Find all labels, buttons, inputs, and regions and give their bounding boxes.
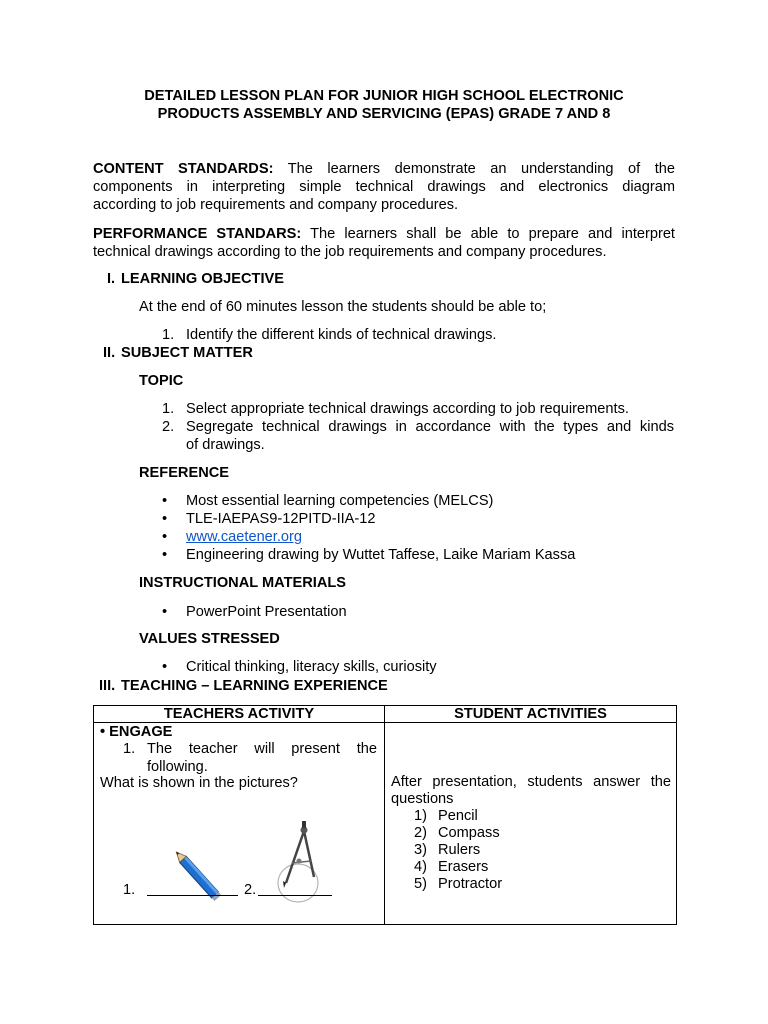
student-activities-cell [385, 723, 677, 925]
section-3-numeral: III. [99, 678, 116, 694]
teachers-activity-cell [94, 723, 385, 925]
section-1-heading: LEARNING OBJECTIVE [121, 271, 284, 287]
engage-item [100, 723, 172, 741]
blank-2-number: 2. [244, 882, 257, 898]
document-title-line-2: PRODUCTS ASSEMBLY AND SERVICING (EPAS) GRADE 7 AND 8 [157, 106, 611, 122]
content-standards [93, 160, 675, 214]
content-standards-text-3: according to job requirements and company procedures. [93, 197, 459, 213]
value-item: • Critical thinking, literacy skills, curiosity [186, 658, 437, 676]
topic-item-1-text: Select appropriate technical drawings according to job requirements. [186, 401, 629, 417]
topic-item-2-number: 2. [162, 419, 175, 435]
section-3-heading: TEACHING – LEARNING EXPERIENCE [121, 678, 388, 694]
teacher-item-text [147, 740, 377, 776]
answer-text: Compass [438, 825, 500, 841]
objective-intro: At the end of 60 minutes lesson the students should be able to; [139, 299, 547, 315]
reference-link[interactable]: www.caetener.org [186, 529, 303, 545]
engage-bullet: • [100, 724, 106, 740]
teacher-item-line-2: following. [147, 759, 208, 775]
section-1-numeral: I. [107, 271, 116, 287]
answer-text: Rulers [438, 842, 481, 858]
section-2-numeral: II. [103, 345, 116, 361]
engage-label: ENGAGE [109, 724, 173, 740]
blank-1-line[interactable] [147, 881, 238, 896]
performance-standards-text-2: technical drawings according to the job requirements and company procedures. [93, 244, 607, 260]
reference-heading: REFERENCE [139, 465, 230, 481]
blank-2-line[interactable] [258, 881, 332, 896]
answer-number: 2) [414, 825, 427, 841]
reference-item: • TLE-IAEPAS9-12PITD-IIA-12 [186, 510, 376, 528]
answer-number: 4) [414, 859, 427, 875]
performance-standards-label: PERFORMANCE STANDARS: [93, 226, 302, 242]
teaching-learning-table [93, 705, 677, 925]
content-standards-text-1: The learners demonstrate an understanding of the [287, 161, 676, 177]
topic-item-2-line-1: Segregate technical drawings in accordance with the types and kinds [186, 419, 674, 435]
question-text: What is shown in the pictures? [100, 775, 298, 791]
answer-text: Protractor [438, 876, 503, 892]
reference-item [186, 528, 302, 546]
instructional-materials-heading: INSTRUCTIONAL MATERIALS [139, 575, 347, 591]
document-title-line-1: DETAILED LESSON PLAN FOR JUNIOR HIGH SCHOOL ELECTRONIC [144, 88, 624, 104]
topic-item-1-number: 1. [162, 401, 175, 417]
content-standards-text-2: components in interpreting simple technical drawings and electronics diagram [93, 179, 675, 195]
student-intro-line-2: questions [391, 791, 454, 807]
topic-heading: TOPIC [139, 373, 184, 389]
answer-text: Erasers [438, 859, 489, 875]
material-item: • PowerPoint Presentation [186, 603, 347, 621]
content-standards-label: CONTENT STANDARDS: [93, 161, 274, 177]
answer-text: Pencil [438, 808, 478, 824]
teacher-item-line-1: The teacher will present the [147, 741, 377, 757]
pencil-image [170, 843, 230, 915]
topic-item-2-line-2: of drawings. [186, 437, 265, 453]
answer-number: 1) [414, 808, 427, 824]
student-intro-line-1: After presentation, students answer the [391, 774, 671, 790]
student-activities-header: STUDENT ACTIVITIES [385, 706, 677, 723]
performance-standards-text-1: The learners shall be able to prepare and interpret [310, 226, 675, 242]
teacher-item-number: 1. [123, 741, 136, 757]
topic-item-2-text [186, 418, 674, 454]
reference-item: • Most essential learning competencies (MELCS) [186, 492, 493, 510]
teachers-activity-header: TEACHERS ACTIVITY [94, 706, 385, 723]
blank-1-number: 1. [123, 882, 136, 898]
reference-item: • Engineering drawing by Wuttet Taffese, Laike Mariam Kassa [186, 546, 575, 564]
objective-item-number: 1. [162, 327, 175, 343]
objective-item-text: Identify the different kinds of technical drawings. [186, 327, 497, 343]
values-stressed-heading: VALUES STRESSED [139, 631, 280, 647]
section-2-heading: SUBJECT MATTER [121, 345, 253, 361]
performance-standards [93, 225, 675, 261]
answer-number: 3) [414, 842, 427, 858]
answer-number: 5) [414, 876, 427, 892]
